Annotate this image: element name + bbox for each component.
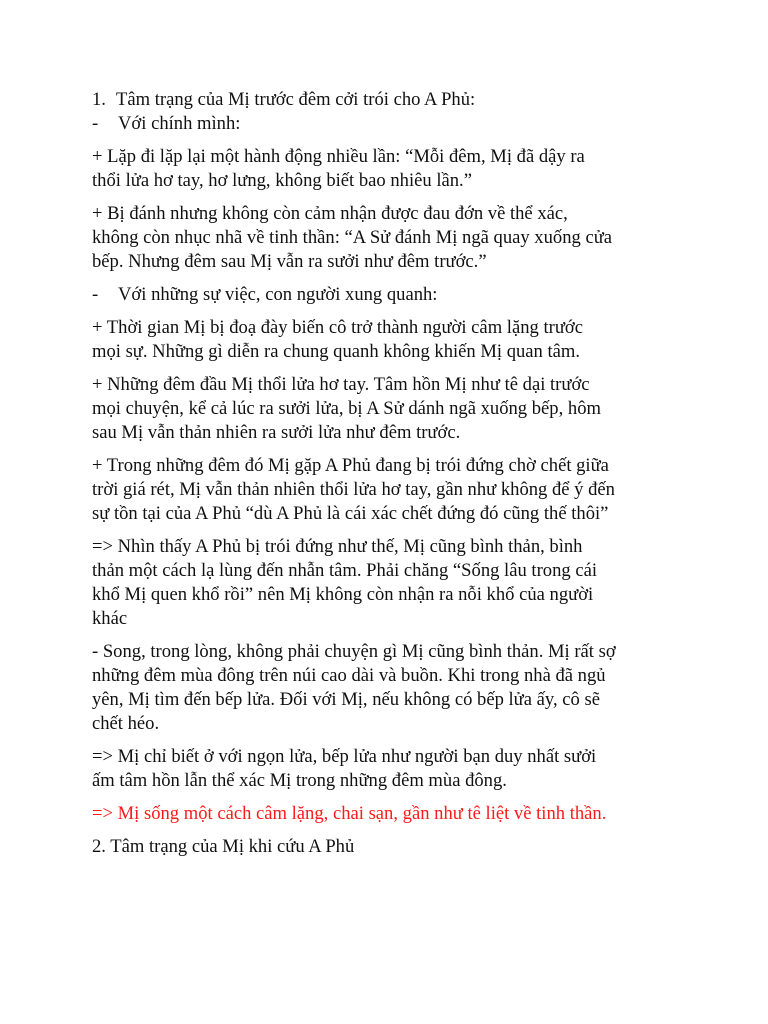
paragraph-line: + Thời gian Mị bị đoạ đày biến cô trở thành người câm lặng trước [92, 317, 583, 338]
paragraph-line: + Lặp đi lặp lại một hành động nhiều lần: “Mỗi đêm, Mị đã dậy ra [92, 146, 585, 167]
paragraph-8 [92, 745, 692, 793]
paragraph-5 [92, 454, 692, 526]
subheading-with-self [92, 112, 692, 136]
paragraph-line: thổi lửa hơ tay, hơ lưng, không biết bao nhiêu lần.” [92, 170, 472, 191]
paragraph-line: khổ Mị quen khổ rồi” nên Mị không còn nhận ra nỗi khổ của người [92, 584, 594, 605]
heading-2: 2. Tâm trạng của Mị khi cứu A Phủ [92, 836, 355, 857]
paragraph-2 [92, 202, 692, 274]
paragraph-line: sự tồn tại của A Phủ “dù A Phủ là cái xác chết đứng đó cũng thế thôi” [92, 503, 609, 524]
paragraph-line: + Những đêm đầu Mị thổi lửa hơ tay. Tâm hồn Mị như tê dại trước [92, 374, 590, 395]
paragraph-line: khác [92, 608, 128, 629]
paragraph-line: + Trong những đêm đó Mị gặp A Phủ đang bị trói đứng chờ chết giữa [92, 455, 609, 476]
paragraph-line: chết héo. [92, 713, 160, 734]
heading-1-text: Tâm trạng của Mị trước đêm cởi trói cho A Phủ: [116, 89, 476, 110]
paragraph-line: bếp. Nhưng đêm sau Mị vẫn ra sưởi như đêm trước.” [92, 251, 487, 272]
paragraph-6 [92, 535, 692, 631]
paragraph-line: => Mị chỉ biết ở với ngọn lửa, bếp lửa như người bạn duy nhất sưởi [92, 746, 597, 767]
heading-1 [92, 88, 692, 112]
paragraph-line: + Bị đánh nhưng không còn cảm nhận được đau đớn về thể xác, [92, 203, 568, 224]
conclusion-highlight: => Mị sống một cách câm lặng, chai sạn, gần như tê liệt về tinh thần. [92, 803, 607, 824]
paragraph-line: yên, Mị tìm đến bếp lửa. Đối với Mị, nếu không có bếp lửa ấy, cô sẽ [92, 689, 600, 710]
paragraph-line: thản một cách lạ lùng đến nhẫn tâm. Phải chăng “Sống lâu trong cái [92, 560, 597, 581]
subheading-2-marker: - [92, 284, 99, 305]
paragraph-line: - Song, trong lòng, không phải chuyện gì Mị cũng bình thản. Mị rất sợ [92, 641, 616, 662]
paragraph-7 [92, 640, 692, 736]
paragraph-line: => Nhìn thấy A Phủ bị trói đứng như thế, Mị cũng bình thản, bình [92, 536, 583, 557]
paragraph-line: mọi sự. Những gì diễn ra chung quanh không khiến Mị quan tâm. [92, 341, 581, 362]
document-page [92, 88, 692, 859]
paragraph-line: mọi chuyện, kể cả lúc ra sưởi lửa, bị A Sử dánh ngã xuống bếp, hôm [92, 398, 601, 419]
paragraph-3 [92, 316, 692, 364]
subheading-1-text: Với chính mình: [118, 113, 241, 134]
paragraph-line: sau Mị vẫn thản nhiên ra sưởi lửa như đêm trước. [92, 422, 461, 443]
paragraph-4 [92, 373, 692, 445]
paragraph-line: không còn nhục nhã về tinh thần: “A Sử đánh Mị ngã quay xuống cửa [92, 227, 613, 248]
paragraph-line: trời giá rét, Mị vẫn thản nhiên thổi lửa hơ tay, gần như không để ý đến [92, 479, 615, 500]
paragraph-line: ấm tâm hồn lẫn thể xác Mị trong những đêm mùa đông. [92, 770, 507, 791]
heading-1-number: 1. [92, 89, 106, 110]
subheading-surroundings [92, 283, 692, 307]
subheading-1-marker: - [92, 113, 99, 134]
subheading-2-text: Với những sự việc, con người xung quanh: [118, 284, 438, 305]
paragraph-line: những đêm mùa đông trên núi cao dài và buồn. Khi trong nhà đã ngủ [92, 665, 606, 686]
paragraph-1 [92, 145, 692, 193]
